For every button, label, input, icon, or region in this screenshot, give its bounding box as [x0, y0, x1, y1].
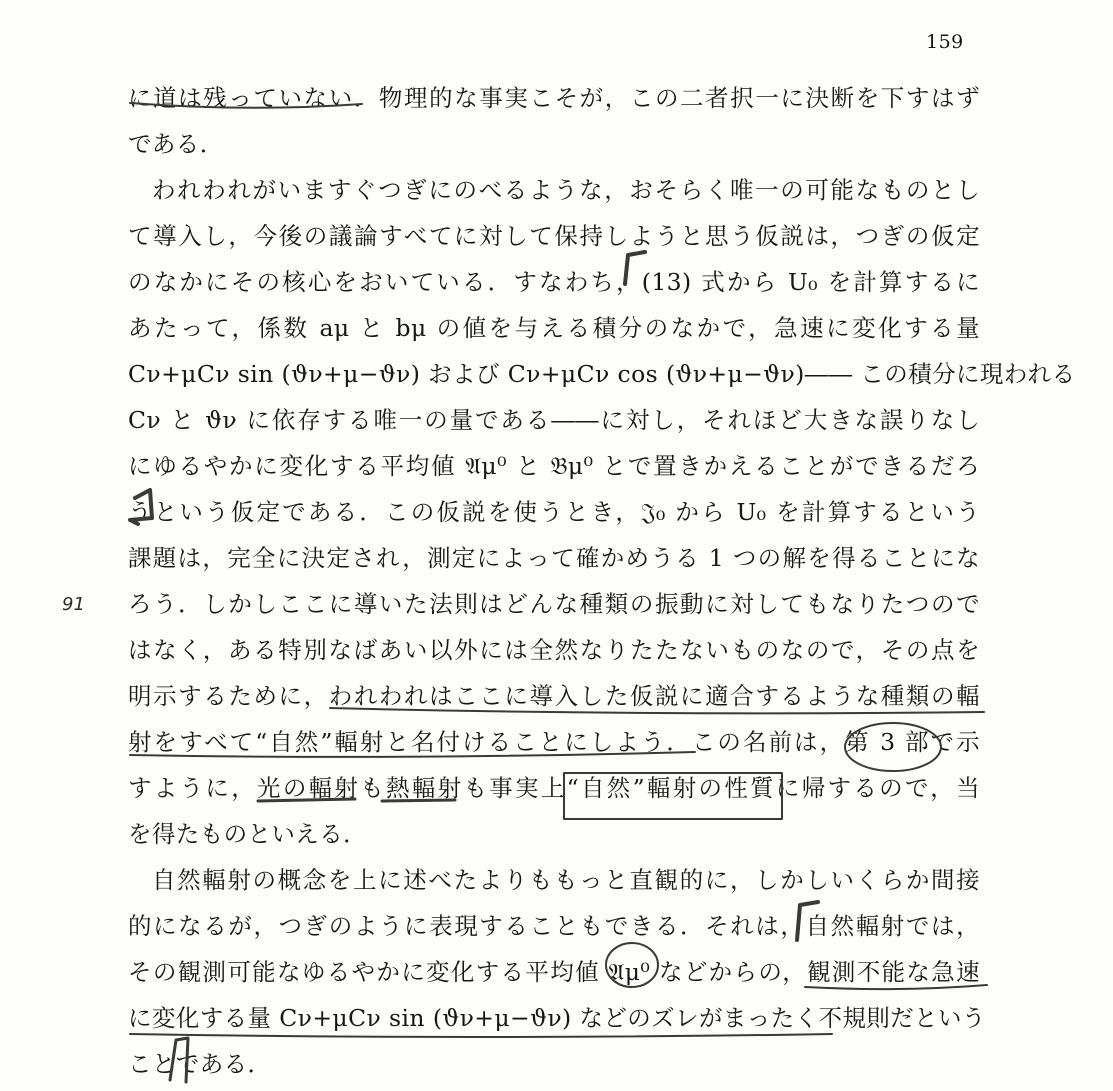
page-number: 159 [926, 31, 964, 53]
text-line-13: はなく，ある特別なばあい以外には全然なりたたないものなので，その点を [128, 636, 980, 664]
text-line-21: に変化する量 Cν+μCν sin (ϑν+μ−ϑν) などのズレがまったく不規則だという [128, 1004, 986, 1032]
text-line-7: Cν+μCν sin (ϑν+μ−ϑν) および Cν+μCν cos (ϑν+μ−ϑν)―― この積分に現われる [128, 360, 1076, 388]
text-line-17: を得たものといえる． [128, 820, 367, 848]
text-line-12: ろう．しかしここに導いた法則はどんな種類の振動に対してもなりたつので [128, 590, 980, 618]
text-line-10: うという仮定である．この仮説を使うとき，𝔍₀ から U₀ を計算するという [128, 498, 980, 526]
text-line-20: その観測可能なゆるやかに変化する平均値 𝔄μ⁰ などからの，観測不能な急速 [128, 958, 980, 986]
text-line-18: 自然輻射の概念を上に述べたよりももっと直観的に，しかしいくらか間接 [152, 866, 980, 894]
text-line-8: Cν と ϑν に依存する唯一の量である――に対し，それほど大きな誤りなし [128, 406, 980, 434]
text-line-19: 的になるが，つぎのように表現することもできる．それは，自然輻射では， [128, 912, 980, 940]
text-line-4: て導入し，今後の議論すべてに対して保持しようと思う仮説は，つぎの仮定 [128, 222, 980, 250]
text-line-6: あたって，係数 aμ と bμ の値を与える積分のなかで，急速に変化する量 [128, 314, 980, 342]
text-line-14: 明示するために，われわれはここに導入した仮説に適合するような種類の輻 [128, 682, 980, 710]
text-line-5: のなかにその核心をおいている．すなわち，(13) 式から U₀ を計算するに [128, 268, 980, 296]
text-line-9: にゆるやかに変化する平均値 𝔄μ⁰ と 𝔅μ⁰ とで置きかえることができるだろ [128, 452, 980, 480]
text-line-3: われわれがいますぐつぎにのべるような，おそらく唯一の可能なものとし [152, 176, 980, 204]
margin-note: 91 [62, 594, 85, 615]
text-line-1: に道は残っていない．物理的な事実こそが，この二者択一に決断を下すはず [128, 84, 980, 112]
text-line-15: 射をすべて“自然”輻射と名付けることにしよう．この名前は，第 3 部で示 [128, 728, 980, 756]
text-line-11: 課題は，完全に決定され，測定によって確かめうる 1 つの解を得ることにな [128, 544, 980, 572]
text-line-2: である． [128, 130, 224, 158]
text-line-16: すように，光の輻射も熱輻射も事実上“自然”輻射の性質に帰するので，当 [128, 774, 980, 802]
text-line-22: ことである． [128, 1050, 272, 1078]
